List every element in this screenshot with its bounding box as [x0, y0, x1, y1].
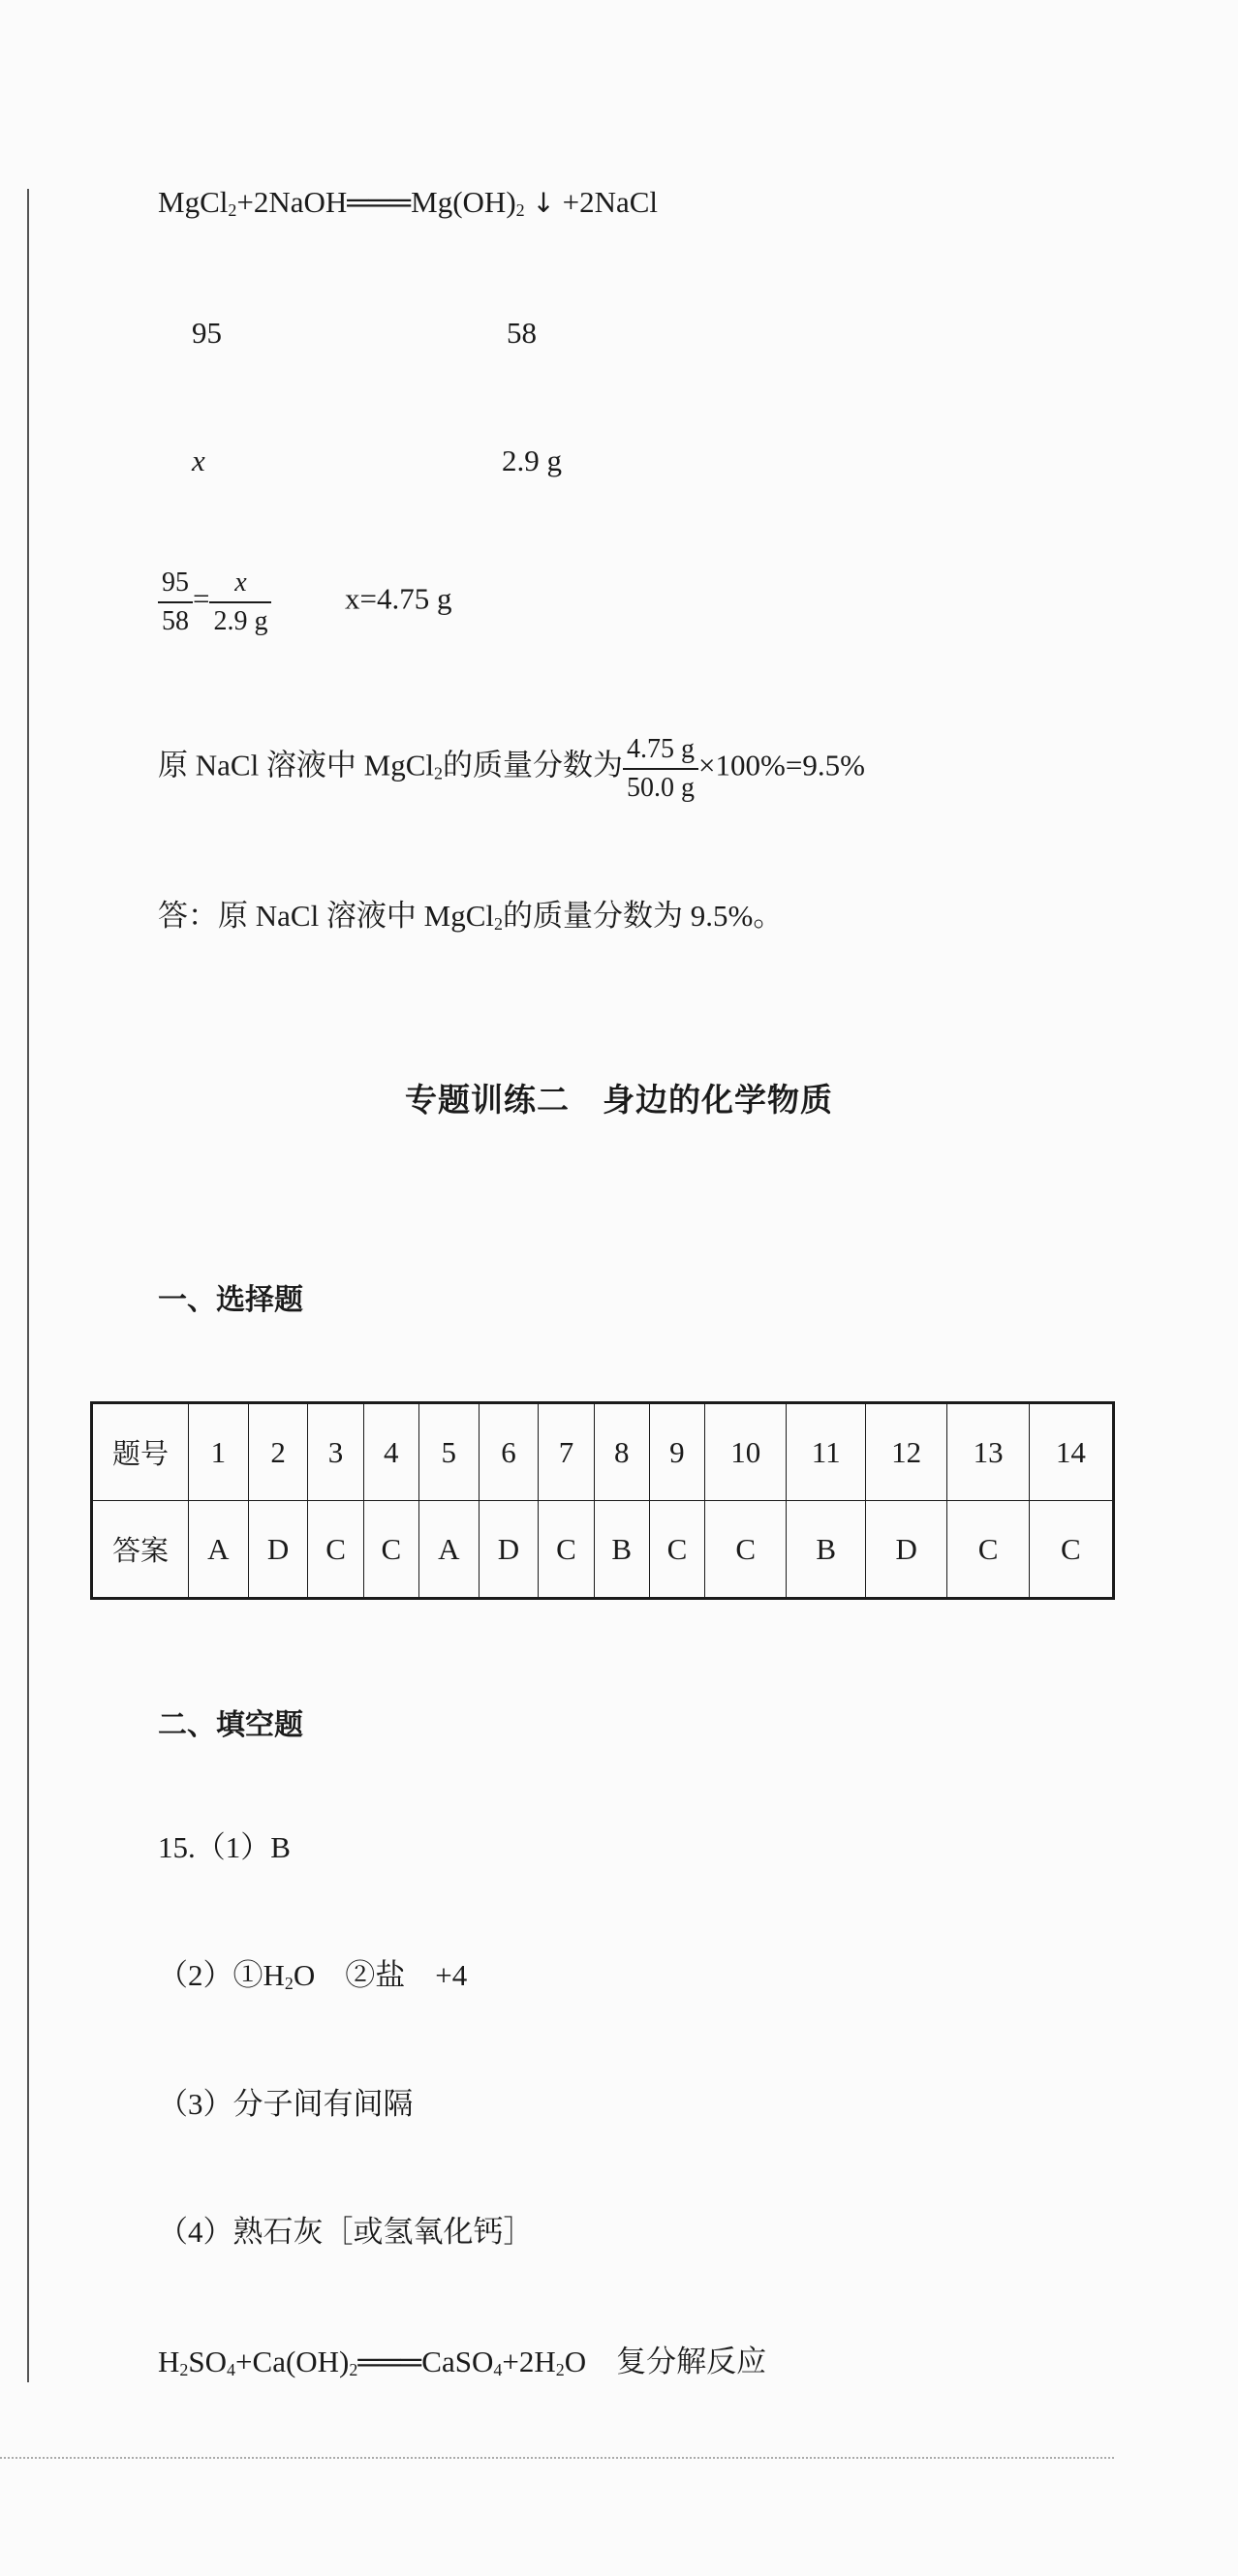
mass-fraction-line: 原 NaCl 溶液中 MgCl$_2$的质量分数为 $\frac{4.75 g}{50.0 g}$ ×100%=9.5% — [158, 734, 865, 803]
table-cell: C — [1029, 1501, 1113, 1599]
q15-part1: 15.（1）B — [158, 1830, 291, 1864]
table-cell: C — [308, 1501, 363, 1599]
table-cell: D — [248, 1501, 308, 1599]
table-cell: A — [189, 1501, 249, 1599]
eq-sub: 2 — [228, 200, 237, 220]
table-row — [92, 1403, 1114, 1501]
table-cell: 2 — [248, 1403, 308, 1501]
reaction-equation — [158, 184, 658, 222]
q15-part3: （3）分子间有间隔 — [158, 2087, 414, 2121]
table-cell: B — [594, 1501, 649, 1599]
known-mass: 2.9 g — [502, 444, 562, 477]
table-cell: 6 — [479, 1403, 539, 1501]
row-label-number: 题号 — [92, 1403, 189, 1501]
proportion — [158, 567, 451, 637]
table-cell: 14 — [1029, 1403, 1113, 1501]
table-cell: 7 — [539, 1403, 594, 1501]
neutralization-equation: $H_2SO_4+Ca(OH)_2═══CaSO_4+2H_2O$ 复分解反应 — [158, 2345, 767, 2379]
ratio-58: 58 — [507, 316, 537, 350]
equals: = — [193, 581, 210, 616]
table-cell: D — [865, 1501, 946, 1599]
unknown-x: x — [192, 444, 205, 477]
fraction-x-mass: $\frac{x}{2.9 g}$ — [209, 567, 271, 637]
ratio-95: 95 — [192, 316, 222, 350]
answer-table — [90, 1401, 1115, 1600]
table-cell: 9 — [649, 1403, 704, 1501]
table-cell: 11 — [787, 1403, 865, 1501]
x-result: x=4.75 g — [344, 581, 452, 616]
table-cell: C — [539, 1501, 594, 1599]
section-fill: 二、填空题 — [158, 1708, 303, 1742]
table-cell: 4 — [363, 1403, 418, 1501]
table-cell: 8 — [594, 1403, 649, 1501]
fraction-mass: $\frac{4.75 g}{50.0 g}$ — [623, 733, 698, 804]
table-cell: D — [479, 1501, 539, 1599]
table-cell: A — [418, 1501, 479, 1599]
eq-nacl: +2NaCl — [562, 185, 659, 219]
precipitate-arrow-icon: ↓ — [532, 187, 555, 219]
table-cell: 5 — [418, 1403, 479, 1501]
page-divider — [0, 2457, 1114, 2459]
eq-naoh: +2NaOH — [236, 185, 348, 219]
table-cell: C — [363, 1501, 418, 1599]
table-cell: C — [649, 1501, 704, 1599]
eq-sign: ═══ — [347, 185, 412, 219]
page-title: 专题训练二 身边的化学物质 — [405, 1081, 833, 1119]
table-cell: 13 — [947, 1403, 1029, 1501]
table-cell: 12 — [865, 1403, 946, 1501]
table-cell: C — [705, 1501, 787, 1599]
eq-mgoh: Mg(OH) — [411, 185, 516, 219]
table-cell: 3 — [308, 1403, 363, 1501]
eq-sub: 2 — [515, 200, 525, 220]
answer-line: 答：原 NaCl 溶液中 MgCl$_2$的质量分数为 9.5%。 — [158, 899, 784, 934]
eq-mgcl: MgCl — [158, 185, 229, 219]
table-cell: B — [787, 1501, 865, 1599]
q15-part2: $(2)①H_2O$ ②盐 +4 — [158, 1958, 468, 1993]
row-label-answer: 答案 — [92, 1501, 189, 1599]
table-cell: 10 — [705, 1403, 787, 1501]
fraction-95-58: $\frac{95}{58}$ — [158, 567, 193, 637]
table-row — [92, 1501, 1114, 1599]
table-cell: 1 — [189, 1403, 249, 1501]
margin-rule — [27, 189, 29, 2382]
table-cell: C — [947, 1501, 1029, 1599]
q15-part4: （4）熟石灰［或氢氧化钙］ — [158, 2215, 534, 2249]
section-choice: 一、选择题 — [158, 1283, 303, 1317]
